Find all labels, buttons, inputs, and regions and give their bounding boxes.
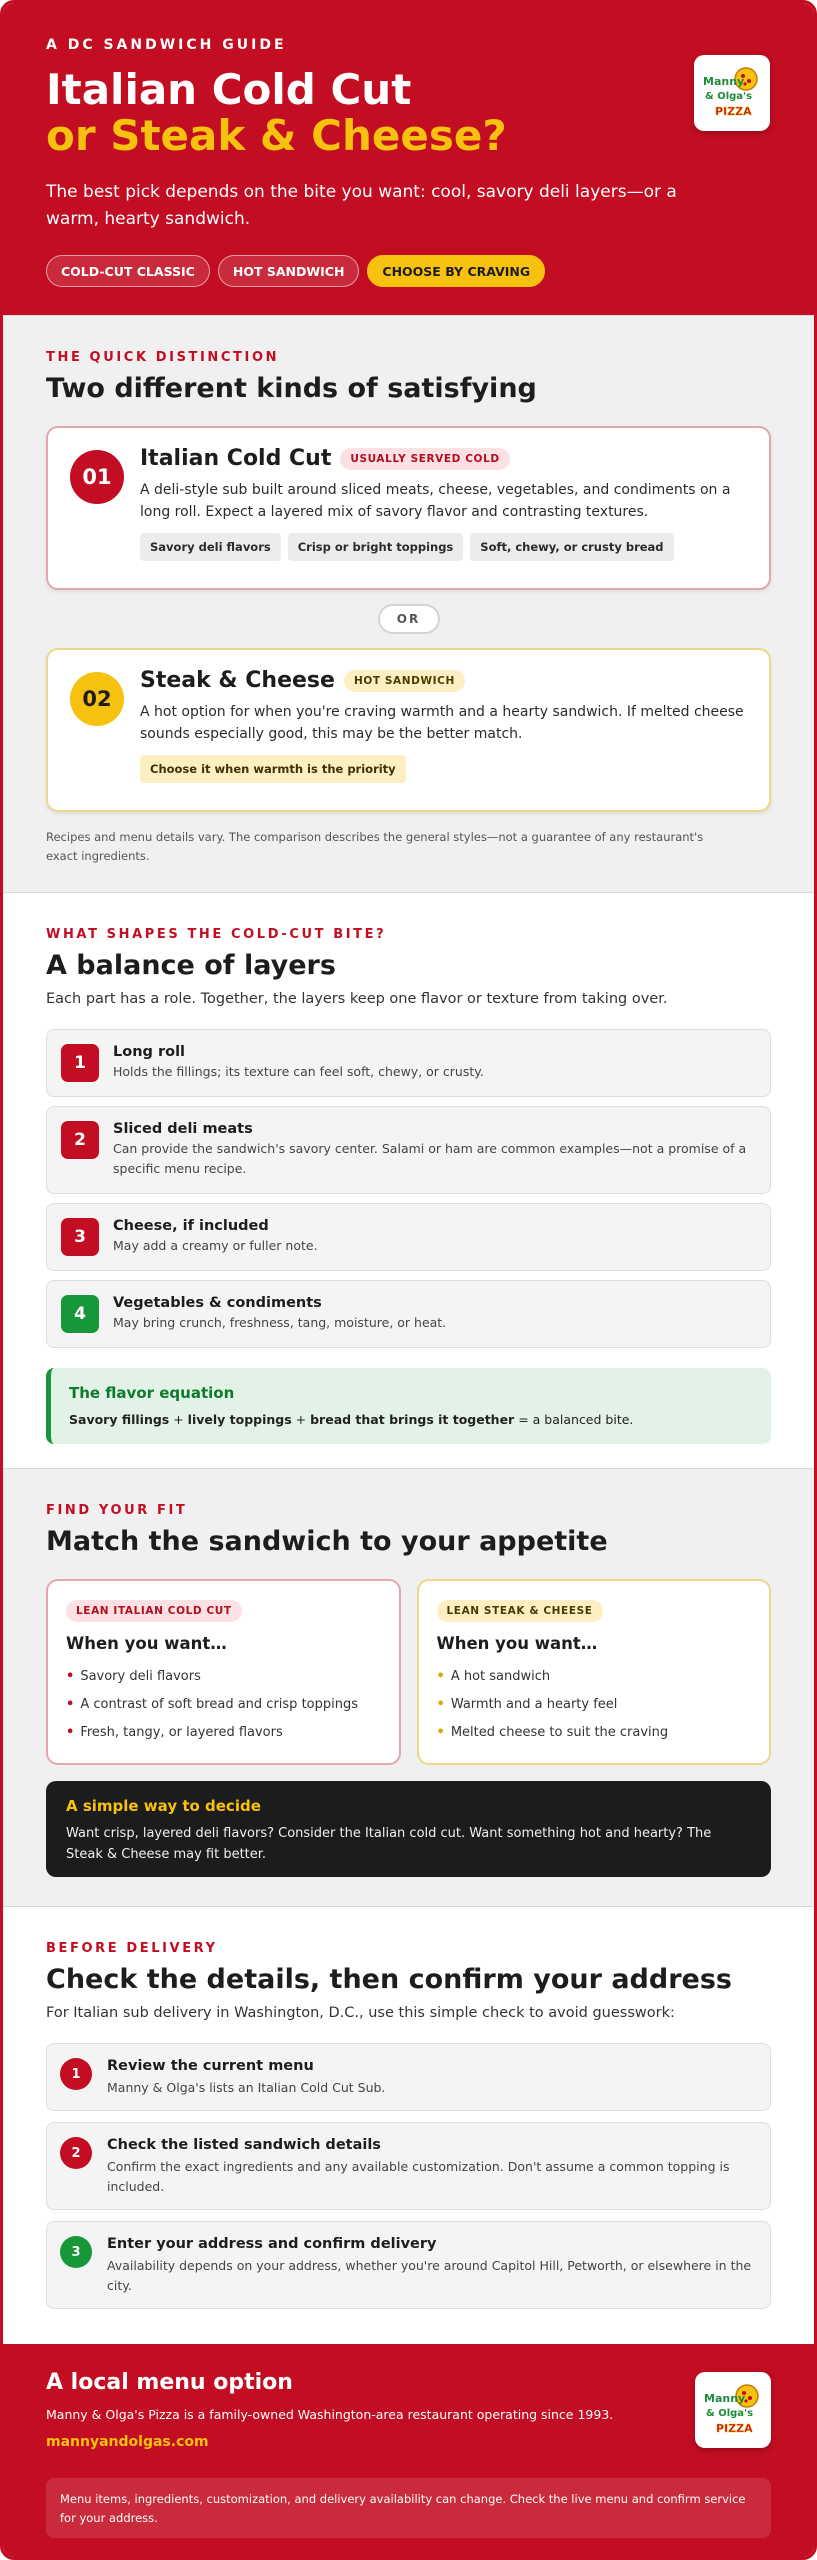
step-number: 1 [60, 2058, 92, 2090]
step-title: Review the current menu [107, 2058, 314, 2074]
delivery-steps [46, 2043, 771, 2309]
footer-website-link[interactable]: mannyandolgas.com [46, 2434, 209, 2450]
step-desc: Availability depends on your address, whether you're around Capitol Hill, Petworth, or elsewhere in the city. [107, 2258, 752, 2293]
footer-title: A local menu option [46, 2370, 293, 2395]
decide-title: A simple way to decide [66, 1797, 261, 1815]
hero-title-line2: or Steak & Cheese? [46, 111, 507, 160]
italian-chip: Savory deli flavors [140, 533, 281, 561]
step-title: Enter your address and confirm delivery [107, 2236, 437, 2252]
step-number: 2 [60, 2137, 92, 2169]
fit-title: Match the sandwich to your appetite [46, 1526, 608, 1557]
italian-number: 01 [70, 450, 124, 504]
footer [3, 2344, 814, 2560]
fit-card-italian [46, 1579, 401, 1765]
italian-chip: Soft, chewy, or crusty bread [470, 533, 673, 561]
layer-desc: May bring crunch, freshness, tang, moisture, or heat. [113, 1315, 447, 1330]
logo-word-2: & Olga's [706, 2408, 754, 2419]
layer-item [46, 1029, 771, 1097]
hero-lede: The best pick depends on the bite you want: cool, savory deli layers—or a warm, hearty sandwich. [46, 182, 677, 229]
layer-number: 2 [61, 1121, 99, 1159]
delivery-step [46, 2221, 771, 2309]
layer-number: 3 [61, 1218, 99, 1256]
pill-hot-sandwich[interactable]: HOT SANDWICH [218, 255, 360, 287]
fit-section [3, 1468, 814, 1906]
equation-title: The flavor equation [69, 1384, 235, 1402]
distinction-title: Two different kinds of satisfying [46, 373, 537, 404]
step-desc: Manny & Olga's lists an Italian Cold Cut Sub. [107, 2080, 386, 2095]
layers-sub: Each part has a role. Together, the layers keep one flavor or texture from taking over. [46, 991, 668, 1007]
layer-desc: May add a creamy or fuller note. [113, 1238, 318, 1253]
fit-item: • Warmth and a hearty feel [436, 1697, 618, 1712]
or-divider: OR [378, 604, 440, 634]
layers-list [46, 1029, 771, 1348]
distinction-eyebrow: THE QUICK DISTINCTION [46, 350, 280, 365]
pizza-logo-icon [700, 2380, 766, 2440]
fit-card-title: When you want… [436, 1634, 598, 1653]
delivery-step [46, 2043, 771, 2111]
steak-tag: HOT SANDWICH [344, 670, 465, 692]
layer-title: Cheese, if included [113, 1218, 269, 1234]
fit-card-title: When you want… [66, 1634, 227, 1653]
pill-choose-by-craving[interactable]: CHOOSE BY CRAVING [367, 255, 545, 287]
pill-cold-cut-classic[interactable]: COLD-CUT CLASSIC [46, 255, 210, 287]
italian-desc: A deli-style sub built around sliced meats, cheese, vegetables, and condiments on a long roll. Expect a layered mix of savory flavor and contrasting textures. [140, 482, 731, 520]
hero-pills [46, 255, 771, 287]
decide-box [46, 1781, 771, 1877]
fit-tag-steak: LEAN STEAK & CHEESE [437, 1600, 603, 1622]
italian-title: Italian Cold Cut [140, 446, 332, 471]
fit-item: • Savory deli flavors [66, 1669, 201, 1684]
flavor-equation [46, 1368, 771, 1444]
footer-disclaimer: Menu items, ingredients, customization, and delivery availability can change. Check the live menu and confirm service for your address. [46, 2478, 771, 2538]
steak-title: Steak & Cheese [140, 668, 335, 693]
logo-word-1: Manny [703, 75, 745, 88]
distinction-section [3, 315, 814, 892]
step-number: 3 [60, 2236, 92, 2268]
layer-title: Vegetables & condiments [113, 1295, 322, 1311]
layers-title: A balance of layers [46, 950, 336, 981]
pizza-logo-icon [699, 63, 765, 123]
fit-eyebrow: FIND YOUR FIT [46, 1503, 188, 1518]
layer-desc: Can provide the sandwich's savory center. Salami or ham are common examples—not a promise of a specific menu recipe. [113, 1141, 747, 1176]
decide-desc: Want crisp, layered deli flavors? Consider the Italian cold cut. Want something hot and hearty? The Steak & Cheese may fit better. [66, 1826, 712, 1862]
fit-tag-italian: LEAN ITALIAN COLD CUT [66, 1600, 242, 1622]
hero-title [46, 67, 771, 159]
delivery-section [3, 1906, 814, 2344]
layer-title: Long roll [113, 1044, 186, 1060]
brand-logo[interactable] [694, 55, 770, 131]
hero-title-line1: Italian Cold Cut [46, 65, 412, 114]
footer-desc: Manny & Olga's Pizza is a family-owned Washington-area restaurant operating since 1993. [46, 2407, 614, 2422]
layers-section [3, 892, 814, 1468]
fit-item: • A contrast of soft bread and crisp toppings [66, 1697, 358, 1712]
equation-text: Savory fillings + lively toppings + bread that brings it together = a balanced bite. [69, 1412, 634, 1427]
step-desc: Confirm the exact ingredients and any available customization. Don't assume a common topping is included. [107, 2159, 730, 2194]
italian-card [46, 426, 771, 590]
logo-word-3: PIZZA [716, 2422, 753, 2435]
layer-item [46, 1280, 771, 1348]
steak-chip: Choose it when warmth is the priority [140, 755, 406, 783]
steak-card [46, 648, 771, 812]
steak-number: 02 [70, 672, 124, 726]
logo-word-2: & Olga's [705, 91, 753, 102]
delivery-title: Check the details, then confirm your address [46, 1964, 732, 1995]
fit-item: • Melted cheese to suit the craving [436, 1725, 669, 1740]
step-title: Check the listed sandwich details [107, 2137, 381, 2153]
footer-logo[interactable] [695, 2372, 771, 2448]
steak-desc: A hot option for when you're craving warmth and a hearty sandwich. If melted cheese sounds especially good, this may be the better match. [140, 704, 744, 742]
distinction-note: Recipes and menu details vary. The comparison describes the general styles—not a guarantee of any restaurant's exact ingredients. [46, 830, 704, 863]
italian-chip: Crisp or bright toppings [288, 533, 464, 561]
delivery-sub: For Italian sub delivery in Washington, D.C., use this simple check to avoid guesswork: [46, 2005, 675, 2021]
fit-item: • A hot sandwich [436, 1669, 551, 1684]
layer-title: Sliced deli meats [113, 1121, 253, 1137]
logo-word-3: PIZZA [715, 105, 752, 118]
fit-item: • Fresh, tangy, or layered flavors [66, 1725, 283, 1740]
layer-number: 1 [61, 1044, 99, 1082]
logo-word-1: Manny [704, 2392, 746, 2405]
fit-card-steak [417, 1579, 772, 1765]
layers-eyebrow: WHAT SHAPES THE COLD-CUT BITE? [46, 927, 387, 942]
hero-section [3, 3, 814, 315]
italian-tag: USUALLY SERVED COLD [340, 448, 509, 470]
delivery-step [46, 2122, 771, 2210]
layer-item [46, 1203, 771, 1271]
layer-number: 4 [61, 1295, 99, 1333]
layer-item [46, 1106, 771, 1194]
delivery-eyebrow: BEFORE DELIVERY [46, 1941, 218, 1956]
layer-desc: Holds the fillings; its texture can feel soft, chewy, or crusty. [113, 1064, 484, 1079]
hero-eyebrow: A DC SANDWICH GUIDE [46, 37, 287, 53]
